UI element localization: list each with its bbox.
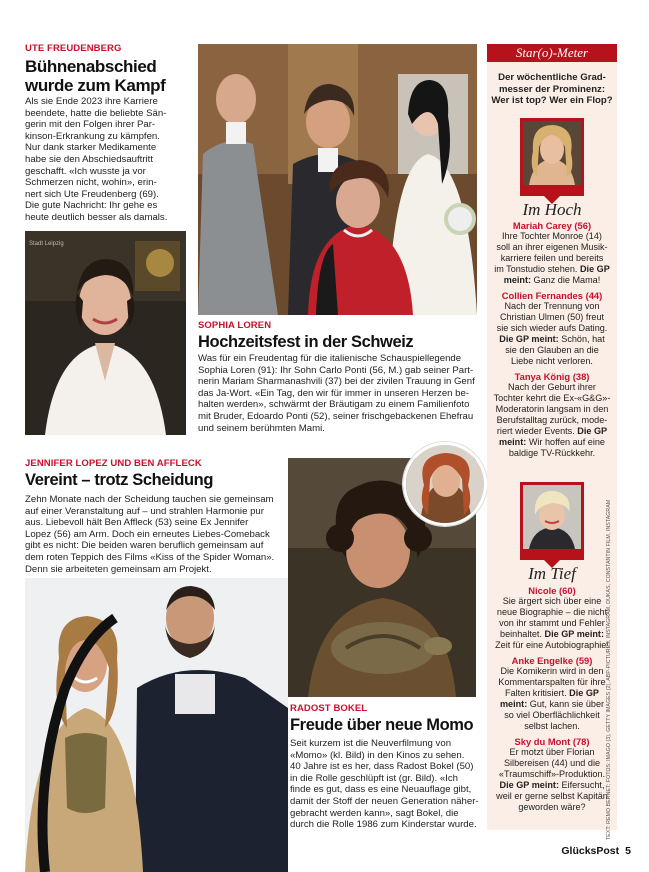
ute-photo	[25, 231, 186, 435]
sidebar-title: Star(o)-Meter	[487, 44, 617, 62]
hoch-list	[489, 220, 615, 459]
staro-meter-sidebar	[487, 44, 617, 830]
jlo-photo	[25, 578, 288, 872]
jlo-kicker: JENNIFER LOPEZ UND BEN AFFLECK	[25, 458, 202, 469]
radost-headline: Freude über neue Momo	[290, 716, 474, 734]
hoch-item: Mariah Carey (56) Ihre Tochter Monroe (14) soll an ihrer eigenen Musik- karriere feilen und bereits im Tonstudio stehen. Die GP meint: Ganz die Mama!	[494, 220, 610, 285]
hoch-item: Tanya König (38) Nach der Geburt ihrer Tochter kehrt die Ex-«G&G»- Moderatorin langsam in den Berufstalltag zurück, mode- riert wieder Events. Die GP meint: Wir hoffen auf eine baldige TV-Rückkehr.	[493, 371, 611, 458]
sophia-headline: Hochzeitsfest in der Schweiz	[198, 333, 414, 351]
jlo-body: Zehn Monate nach der Scheidung tauchen sie gemeinsam auf einer Veranstaltung auf – und strahlen Harmonie pur aus. Liebevoll hält Ben Affleck (53) seine Ex Jennifer Lopez (56) am Arm. Doch ein erneutes Liebes-Comeback gibt es nicht: Die beiden waren beruflich gemeinsam auf dem roten Teppich des Films «Kiss of the Spider Woman». Denn sie arbeiteten gemeinsam am Projekt.	[25, 494, 275, 575]
sidebar-intro: Der wöchentliche Grad- messer der Prominenz: Wer ist top? Wer ein Flop?	[491, 72, 613, 106]
sophia-photo	[198, 44, 477, 315]
brand-name: GlücksPost	[561, 845, 620, 857]
tief-item: Sky du Mont (78) Er motzt über Florian Silbereisen (44) und die «Traumschiff»-Produktion. Die GP meint: Eifersucht, weil er gerne selbst Kapitän geworden wäre?	[496, 736, 608, 812]
page-footer	[561, 845, 631, 857]
ute-body: Als sie Ende 2023 ihre Karriere beendete, hatte die beliebte Sän- gerin mit den Folgen ihrer Par- kinson-Erkrankung zu kämpfen. Nur dank starker Medikamente habe sie den Abschiedsauftritt geschafft. «Ich wusste ja vor Schmerzen nicht, wohin», erin- nert sich Ute Freudenberg (69). Die gute Nachricht: Ihr gehe es heute deutlich besser als damals.	[25, 96, 168, 223]
ute-headline: Bühnenabschied wurde zum Kampf	[25, 57, 166, 95]
nicole-portrait	[520, 482, 584, 560]
sophia-body: Was für ein Freudentag für die italienische Schauspiellegende Sophia Loren (91): Ihr Sohn Carlo Ponti (56, M.) gab seiner Part- nerin Mariam Sharmanashvili (37) bei der zivilen Trauung in Genf das Ja-Wort. «Ein Tag, den wir für immer in unseren Herzen be- halten werden», schwärmt der Bräutigam zu einem Familienfoto mit Bruder, Edoardo Ponti (52), seiner frischgebackenen Ehefrau und seinem berühmten Mami.	[198, 353, 475, 434]
radost-body: Seit kurzem ist die Neuverfilmung von «Momo» (kl. Bild) in den Kinos zu sehen. 40 Jahre ist es her, dass Radost Bokel (50) in die Rolle geschlüpft ist (gr. Bild). «Ich finde es gut, dass es eine Neuauflage gibt, damit der Stoff der neuen Generation näher- gebracht werden kann», sagt Bokel, die durch die Rolle 1986 zum Kinderstar wurde.	[290, 738, 479, 831]
radost-kicker: RADOST BOKEL	[290, 703, 368, 714]
sophia-kicker: SOPHIA LOREN	[198, 320, 272, 331]
page-number: 5	[625, 845, 631, 857]
im-tief-label: Im Tief	[528, 564, 576, 583]
ute-photo-sign: Stadt Leipzig	[29, 241, 64, 247]
tief-item: Nicole (60) Sie ärgert sich über eine neue Biographie – die nicht von ihr stammt und Fehler beinhaltet. Die GP meint: Zeit für eine Autobiographie!	[495, 585, 609, 650]
ute-kicker: UTE FREUDENBERG	[25, 43, 122, 54]
mariah-portrait	[520, 118, 584, 196]
tief-item: Anke Engelke (59) Die Komikerin wird in den Kommentarspalten für ihre Falten kritisiert. Die GP meint: Gut, kann sie über so viel Oberflächlichkeit selbst lachen.	[498, 655, 606, 731]
momo-inset-photo	[403, 442, 487, 526]
tief-list	[489, 585, 615, 813]
jlo-headline: Vereint – trotz Scheidung	[25, 471, 214, 489]
im-hoch-label: Im Hoch	[522, 200, 582, 219]
hoch-item: Collien Fernandes (44) Nach der Trennung von Christian Ulmen (50) freut sie sich wieder aufs Dating. Die GP meint: Schön, hat sie den Glauben an die Liebe nicht verloren.	[496, 290, 608, 366]
photo-credit: TEXT: REMO BERNET; FOTOS: IMAGO (3), GETTY IMAGES (2), ABP-PICTURES, INSTAGRAM, DUKAS, CONSTANTIN FILM, INSTAGRAM	[606, 499, 612, 840]
